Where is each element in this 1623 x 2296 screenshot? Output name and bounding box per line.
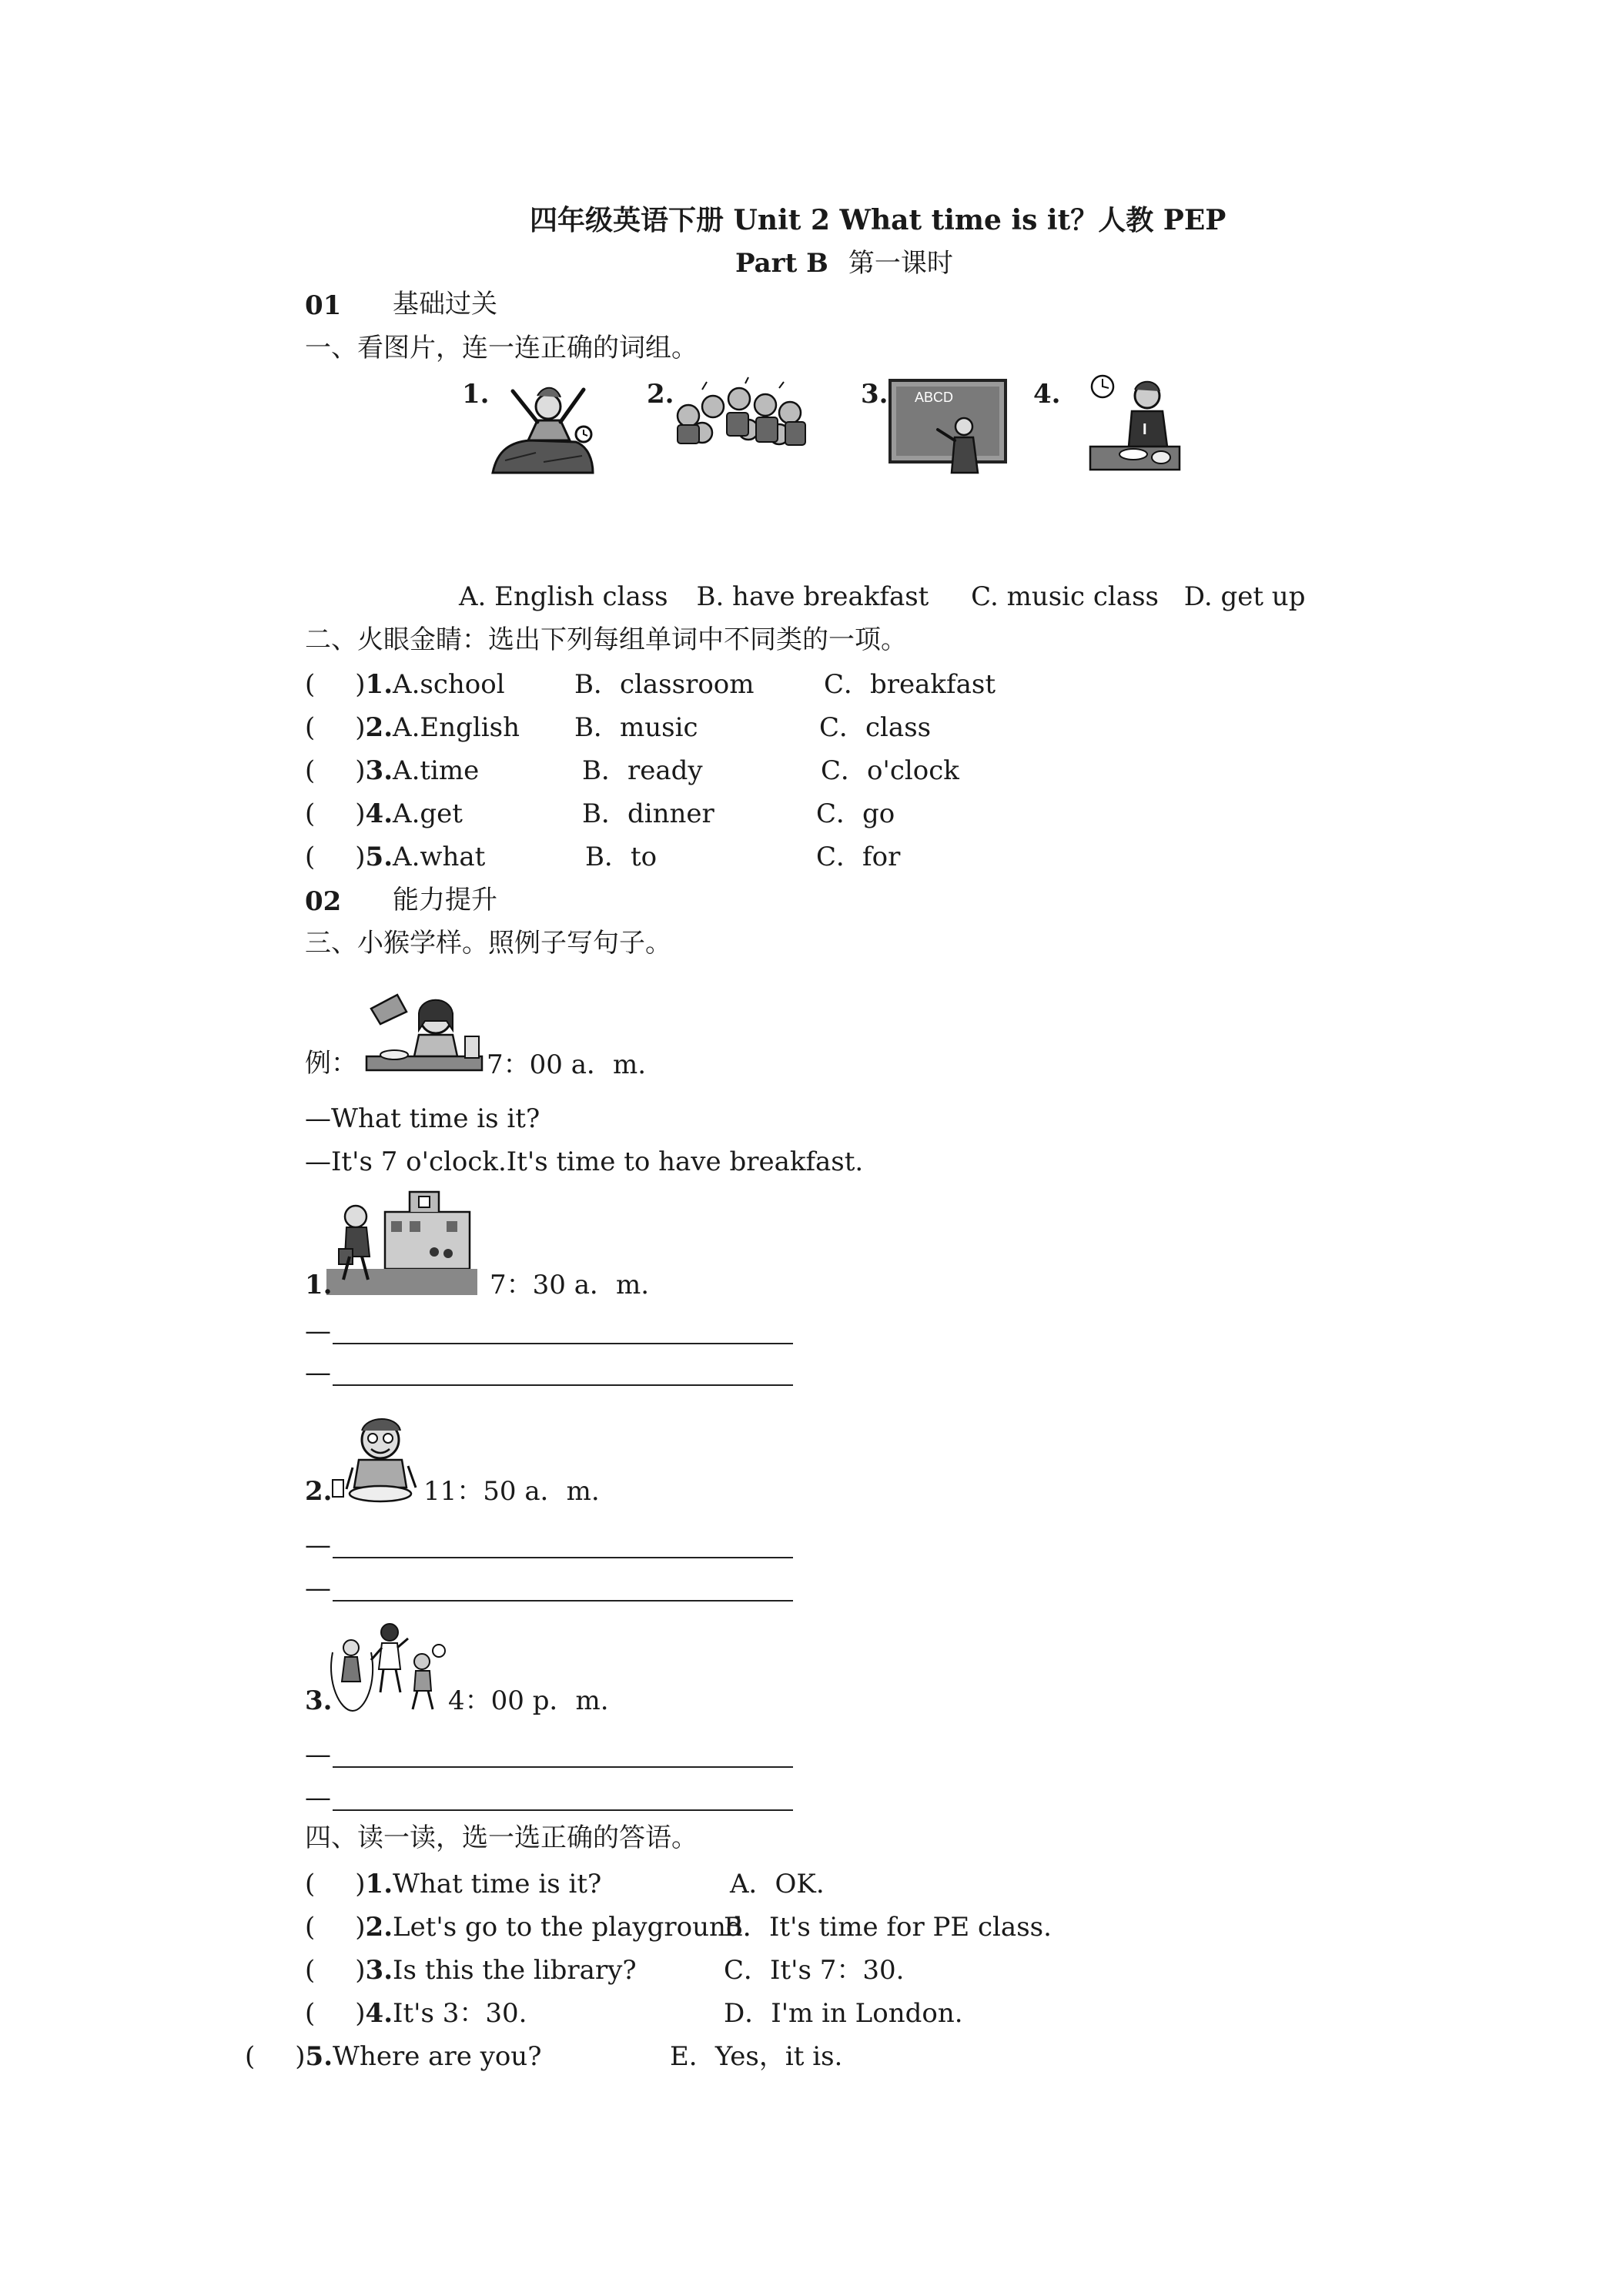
answer-blank[interactable] <box>333 1363 793 1386</box>
choice-c: C．for <box>816 842 901 872</box>
teacher-blackboard-icon <box>887 376 1010 476</box>
example-time: 7：00 a．m. <box>487 1049 647 1080</box>
section-02-number: 02 <box>305 886 342 917</box>
choice-b: B．music <box>574 712 698 743</box>
option-d: D. get up <box>1183 581 1306 612</box>
answer-option: E．Yes，it is. <box>670 2041 843 2072</box>
choice-b: B．dinner <box>582 798 714 829</box>
option-a: A. English class <box>459 581 668 612</box>
board-text: ABCD <box>915 390 954 405</box>
list-item: ( )5.Where are you? <box>245 2041 542 2072</box>
answer-blank[interactable] <box>333 1745 793 1768</box>
subtitle-lesson: 第一课时 <box>848 248 953 279</box>
item-number: 1. <box>305 1270 333 1300</box>
answer-blank[interactable] <box>333 1578 793 1602</box>
section-01-label: 基础过关 <box>393 289 497 320</box>
picture-number: 2. <box>647 379 674 410</box>
section-01-number: 01 <box>305 290 342 321</box>
choice-c: C．o'clock <box>821 755 959 786</box>
list-item: ( )3.A.time <box>305 755 480 786</box>
option-c: C. music class <box>971 581 1159 612</box>
list-item: ( )5.A.what <box>305 842 486 872</box>
list-item: ( )1.A.school <box>305 669 505 700</box>
choice-c: C．class <box>819 712 932 743</box>
section-02-label: 能力提升 <box>393 885 497 915</box>
picture-number: 4. <box>1033 379 1061 410</box>
answer-option: C．It's 7：30. <box>724 1955 905 1986</box>
part1-options <box>459 581 1306 612</box>
answer-option: D．I'm in London. <box>724 1998 963 2029</box>
subtitle-part: Part B <box>735 248 828 279</box>
item-time: 11：50 a．m. <box>423 1476 600 1507</box>
answer-option: B．It's time for PE class. <box>724 1912 1052 1943</box>
playing-kids-icon <box>326 1622 447 1715</box>
choice-c: C．go <box>816 798 895 829</box>
part3-heading: 三、小猴学样。照例子写句子。 <box>305 928 671 959</box>
part1-heading: 一、看图片，连一连正确的词组。 <box>305 333 698 363</box>
choice-b: B．classroom <box>574 669 755 700</box>
example-question: —What time is it? <box>305 1103 540 1134</box>
picture-number: 1. <box>462 379 490 410</box>
example-answer: —It's 7 o'clock.It's time to have breakfast. <box>305 1146 864 1177</box>
picture-number: 3. <box>861 379 888 410</box>
part4-heading: 四、读一读，选一选正确的答语。 <box>305 1822 698 1853</box>
eating-lunch-icon <box>330 1414 427 1504</box>
answer-paren: ( <box>305 669 316 700</box>
choice-b: B．ready <box>582 755 703 786</box>
list-item: ( )1.What time is it? <box>305 1869 602 1899</box>
having-breakfast-icon <box>363 990 485 1073</box>
page-subtitle <box>735 248 953 279</box>
singing-children-icon <box>671 376 810 453</box>
answer-line: — <box>305 1742 793 1768</box>
choice-b: B．to <box>585 842 658 872</box>
answer-blank[interactable] <box>333 1321 793 1344</box>
choice-c: C．breakfast <box>824 669 996 700</box>
item-number: 2. <box>305 1476 333 1507</box>
answer-line: — <box>305 1785 793 1811</box>
answer-line: — <box>305 1360 793 1386</box>
going-to-school-icon <box>323 1184 477 1297</box>
item-time: 7：30 a．m. <box>490 1270 650 1300</box>
answer-option: A．OK. <box>730 1869 825 1899</box>
answer-blank[interactable] <box>333 1535 793 1558</box>
example-label: 例： <box>305 1048 357 1079</box>
option-b: B. have breakfast <box>696 581 929 612</box>
waking-up-icon <box>490 376 596 477</box>
eating-breakfast-icon <box>1087 373 1183 474</box>
item-time: 4：00 p．m. <box>448 1685 609 1716</box>
part2-heading: 二、火眼金睛：选出下列每组单词中不同类的一项。 <box>305 624 907 655</box>
page-title: 四年级英语下册 Unit 2 What time is it？人教 PEP <box>530 204 1226 236</box>
answer-line: — <box>305 1575 793 1602</box>
list-item: ( )2.Let's go to the playground. <box>305 1912 751 1943</box>
list-item: ( )3.Is this the library? <box>305 1955 637 1986</box>
item-number: 3. <box>305 1685 333 1716</box>
list-item: ( )4.It's 3：30. <box>305 1998 527 2029</box>
answer-line: — <box>305 1318 793 1344</box>
answer-blank[interactable] <box>333 1788 793 1811</box>
answer-line: — <box>305 1532 793 1558</box>
svg-text:I: I <box>1143 421 1147 438</box>
list-item: ( )2.A.English <box>305 712 520 743</box>
list-item: ( )4.A.get <box>305 798 463 829</box>
